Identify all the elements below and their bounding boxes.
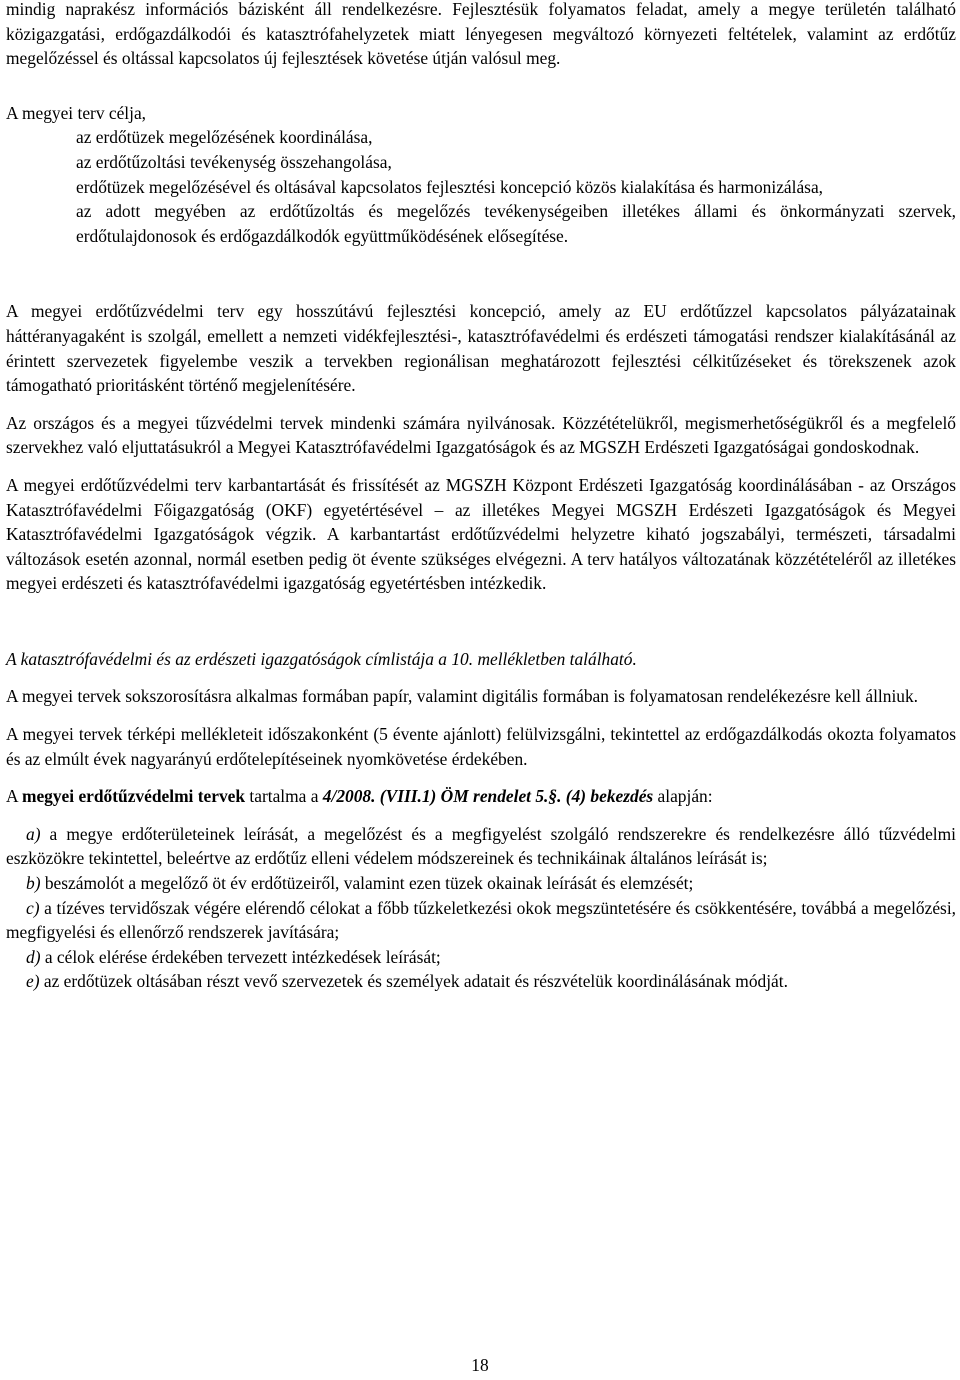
paragraph-copies: A megyei tervek sokszorosításra alkalmas formában papír, valamint digitális formában is folyamatosan rendelékezésre kell állniuk.	[6, 686, 919, 707]
content-list	[6, 822, 956, 994]
goals-item: az erdőtüzek megelőzésének koordinálása,	[76, 127, 373, 148]
list-item-text: az erdőtüzek oltásában részt vevő szervezetek és személyek adatait és részvételük koordinálásának módját.	[39, 971, 788, 992]
goals-section	[6, 101, 956, 249]
page-number: 18	[471, 1355, 489, 1375]
list-item-text: beszámolót a megelőző öt év erdőtüzeiről, valamint ezen tüzek okainak leírását és elemzését;	[40, 873, 694, 894]
goals-item: az adott megyében az erdőtűzoltás és megelőzés tevékenységeiben illetékes állami és önkormányzati szervek, erdőtulajdonosok és erdőgazdálkodók együttműködésének elősegítése.	[76, 201, 956, 246]
content-rule-bold: megyei erdőtűzvédelmi tervek	[21, 786, 246, 807]
list-item-text: a tízéves tervidőszak végére elérendő célokat a főbb tűzkeletkezési okok megszüntetésére és csökkentésére, továbbá a megelőzési, megfigyelési és ellenőrző rendszerek javítására;	[6, 897, 956, 943]
document-page	[6, 0, 956, 994]
goals-heading: A megyei terv célja,	[6, 102, 147, 123]
content-rule-decree-reference: 4/2008. (VIII.1) ÖM rendelet 5.§. (4) bekezdés	[322, 786, 654, 807]
goals-item: az erdőtűzoltási tevékenység összehangolása,	[76, 151, 392, 172]
goals-item: erdőtüzek megelőzésével és oltásával kapcsolatos fejlesztési koncepció közös kialakítása és harmonizálása,	[76, 176, 824, 197]
list-item-text: a célok elérése érdekében tervezett intézkedések leírását;	[40, 946, 441, 967]
list-item	[6, 822, 956, 871]
paragraph-address-list-note: A katasztrófavédelmi és az erdészeti igazgatóságok címlistája a 10. mellékletben található.	[6, 648, 637, 669]
list-item	[6, 896, 956, 945]
list-item	[6, 945, 956, 970]
list-item-letter: a)	[26, 823, 41, 844]
paragraph-maintenance: A megyei erdőtűzvédelmi terv karbantartását és frissítését az MGSZH Központ Erdészeti Igazgatóság koordinálásában - az Országos Katasztrófavédelmi Főigazgatóság (OKF) egyetértésével – az illetékes Megyei MGSZH Erdészeti Igazgatóságok és Megyei Katasztrófavédelmi Igazgatóságok végzik. A karbantartást erdőtűzvédelmi helyzetre kiható jogszabályi, természeti, társadalmi változások esetén azonnal, normál esetben pedig öt évente szükséges elvégezni. A terv hatályos változatának közzétételéről az illetékes megyei erdészeti és katasztrófavédelmi igazgatóság egyetértésben intézkedik.	[6, 474, 956, 594]
goals-list	[6, 125, 956, 248]
content-rule-e: alapján:	[653, 786, 713, 807]
list-item	[6, 969, 956, 994]
paragraph-map-review: A megyei tervek térképi mellékleteit időszakonként (5 évente ajánlott) felülvizsgálni, tekintettel az erdőgazdálkodás okozta folyamatos és az elmúlt évek nagyarányú erdőtelepítéseinek nyomkövetése érdekében.	[6, 724, 956, 769]
list-item-letter: b)	[26, 873, 41, 894]
paragraph-eu-concept: A megyei erdőtűzvédelmi terv egy hosszútávú fejlesztési koncepció, amely az EU erdőtűzzel kapcsolatos pályázatainak háttéranyagaként is szolgál, emellett a nemzeti vidékfejlesztési-, katasztrófavédelmi és erdészeti támogatási rendszer kialakításánál az érintett szervezetek figyelembe veszik a tervekben regionálisan meghatározott fejlesztési célkitűzéseket és törekszenek azok támogatható prioritásként történő megjelenítésére.	[6, 301, 956, 396]
list-item-letter: d)	[26, 946, 41, 967]
list-item-letter: c)	[26, 897, 40, 918]
list-item-letter: e)	[26, 971, 40, 992]
intro-paragraph: mindig naprakész információs bázisként áll rendelkezésre. Fejlesztésük folyamatos feladat, amely a megye területén található közigazgatási, erdőgazdálkodói és katasztrófahelyzetek miatt lényegesen megváltozó környezeti feltételek, valamint az erdőtűz megelőzéssel és oltással kapcsolatos új fejlesztések követése útján valósul meg.	[6, 0, 956, 69]
content-rule-a: A	[6, 786, 22, 807]
list-item-text: a megye erdőterületeinek leírását, a megelőzést és a megfigyelést szolgáló rendszerekre és rendelkezésre álló tűzvédelmi eszközökre tekintettel, beleértve az erdőtűz elleni védelem módszereinek és technikáinak általános leírását is;	[6, 823, 956, 869]
content-rule-c: tartalma a	[245, 786, 323, 807]
paragraph-publicity: Az országos és a megyei tűzvédelmi tervek mindenki számára nyilvánosak. Közzétételükről, megismerhetőségükről és a megfelelő szervekhez való eljuttatásukról a Megyei Katasztrófavédelmi Igazgatóságok és az MGSZH Erdészeti Igazgatóságai gondoskodnak.	[6, 412, 956, 458]
list-item	[6, 871, 956, 896]
content-rule-line	[6, 784, 956, 809]
